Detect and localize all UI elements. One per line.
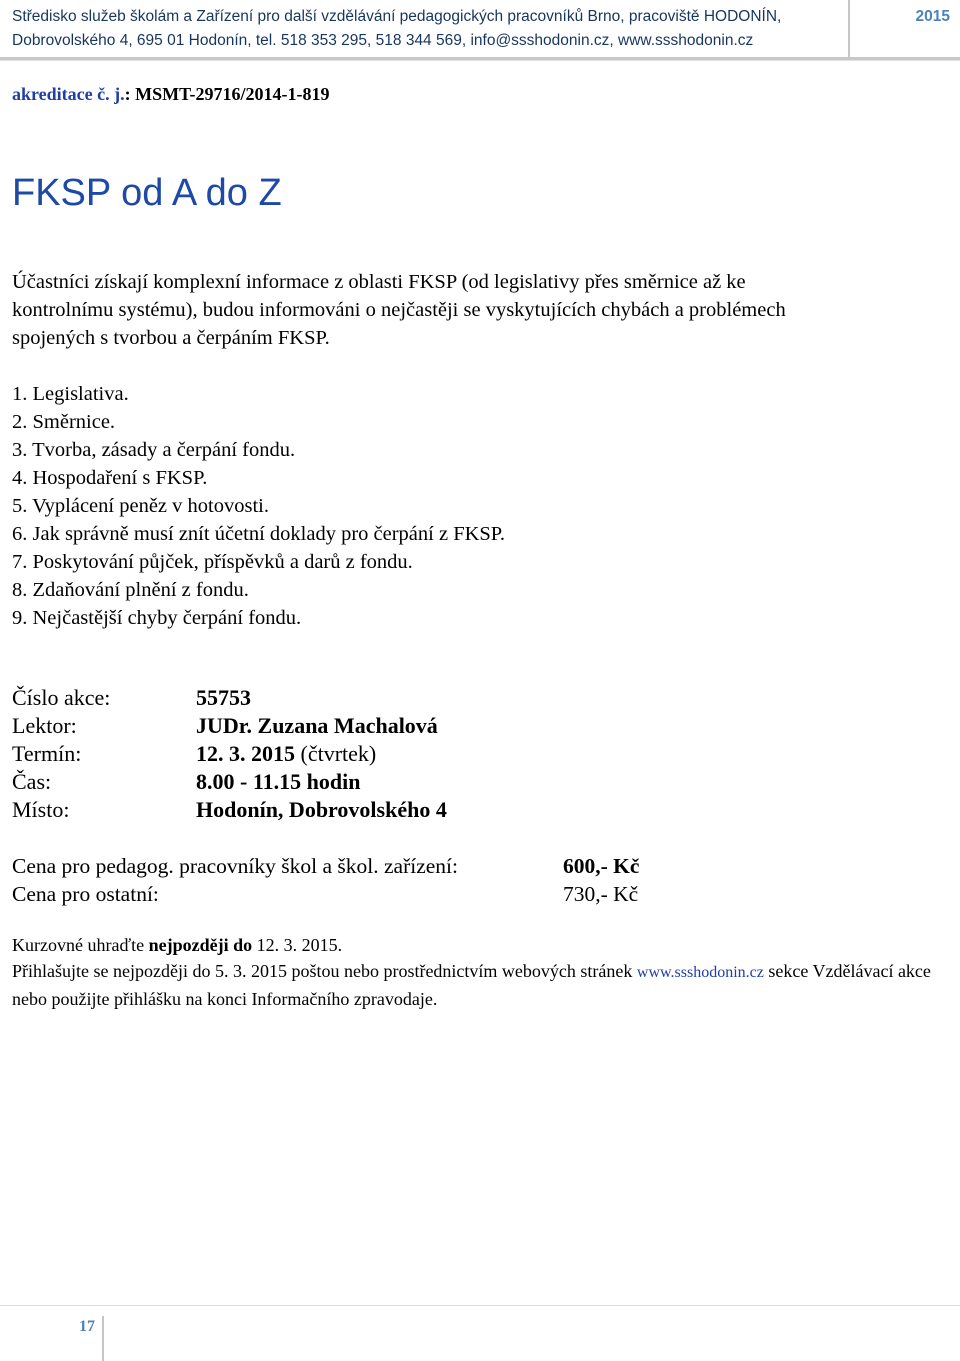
other-price-value: 730,- Kč [563,882,639,906]
footer-divider [102,1316,104,1361]
action-number-value: 55753 [196,685,251,710]
footer-rule [0,1305,960,1306]
topic-item: 6. Jak správně musí znít účetní doklady pro čerpání z FKSP. [12,523,506,545]
header-line-1: Středisko služeb školám a Zařízení pro další vzdělávání pedagogických pracovníků Brno, pracoviště HODONÍN, [12,8,782,25]
time-label: Čas: [12,769,52,794]
topic-item: 2. Směrnice. [12,411,116,433]
accreditation-number: : MSMT-29716/2014-1-819 [124,84,330,104]
course-title: FKSP od A do Z [12,172,282,214]
payment-note-pre: Kurzovné uhraďte [12,935,149,955]
course-intro: Účastníci získají komplexní informace z oblasti FKSP (od legislativy přes směrnice až ke kontrolnímu systému), budou informováni o nejčastěji se vyskytujících chybách a problémech spojených s tvorbou a čerpáním FKSP. [12,271,786,349]
date-value [196,740,376,768]
price-row-other [12,880,639,908]
place-value: Hodonín, Dobrovolského 4 [196,797,447,822]
lector-value: JUDr. Zuzana Machalová [196,713,438,738]
topic-item: 7. Poskytování půjček, příspěvků a darů z fondu. [12,551,413,573]
action-number-label: Číslo akce: [12,685,111,710]
registration-notes [12,932,947,1012]
payment-note-bold: nejpozději do [148,935,253,955]
registration-note [12,958,947,1012]
detail-row-lector [12,712,447,740]
teacher-price-value: 600,- Kč [563,854,640,878]
topic-item: 1. Legislativa. [12,383,129,405]
time-value: 8.00 - 11.15 hodin [196,769,361,794]
topic-list [12,380,505,632]
date-label: Termín: [12,741,82,766]
other-price-label: Cena pro ostatní: [12,882,159,906]
registration-note-post: sekce Vzdělávací akce nebo použijte přihlášku na konci Informačního zpravodaje. [12,961,931,1009]
detail-row-date [12,740,447,768]
page-number: 17 [79,1318,95,1335]
detail-row-time [12,768,447,796]
price-block [12,852,639,908]
detail-row-place [12,796,447,824]
header-rule-shadow [0,60,960,61]
topic-item: 3. Tvorba, zásady a čerpání fondu. [12,439,296,461]
topic-item: 5. Vyplácení peněz v hotovosti. [12,495,269,517]
place-label: Místo: [12,797,70,822]
date-day-text: (čtvrtek) [295,741,377,766]
header-line-2: Dobrovolského 4, 695 01 Hodonín, tel. 518 353 295, 518 344 569, info@ssshodonin.cz, www.ssshodonin.cz [12,32,754,49]
date-value-text: 12. 3. 2015 [196,741,295,766]
accreditation-prefix: akreditace č. j. [12,84,125,104]
website-link[interactable]: www.ssshodonin.cz [636,964,764,981]
event-details [12,684,447,824]
topic-item: 4. Hospodaření s FKSP. [12,467,208,489]
payment-note-post: 12. 3. 2015. [252,935,343,955]
topic-item: 8. Zdaňování plnění z fondu. [12,579,249,601]
lector-label: Lektor: [12,713,77,738]
detail-row-action [12,684,447,712]
registration-note-pre: Přihlašujte se nejpozději do 5. 3. 2015 poštou nebo prostřednictvím webových stránek [12,961,637,981]
topic-item: 9. Nejčastější chyby čerpání fondu. [12,607,302,629]
payment-note [12,932,947,958]
header-divider [848,0,850,58]
header-year: 2015 [915,8,950,25]
accreditation-line [12,84,329,105]
price-row-teacher [12,852,639,880]
teacher-price-label: Cena pro pedagog. pracovníky škol a škol. zařízení: [12,854,458,878]
